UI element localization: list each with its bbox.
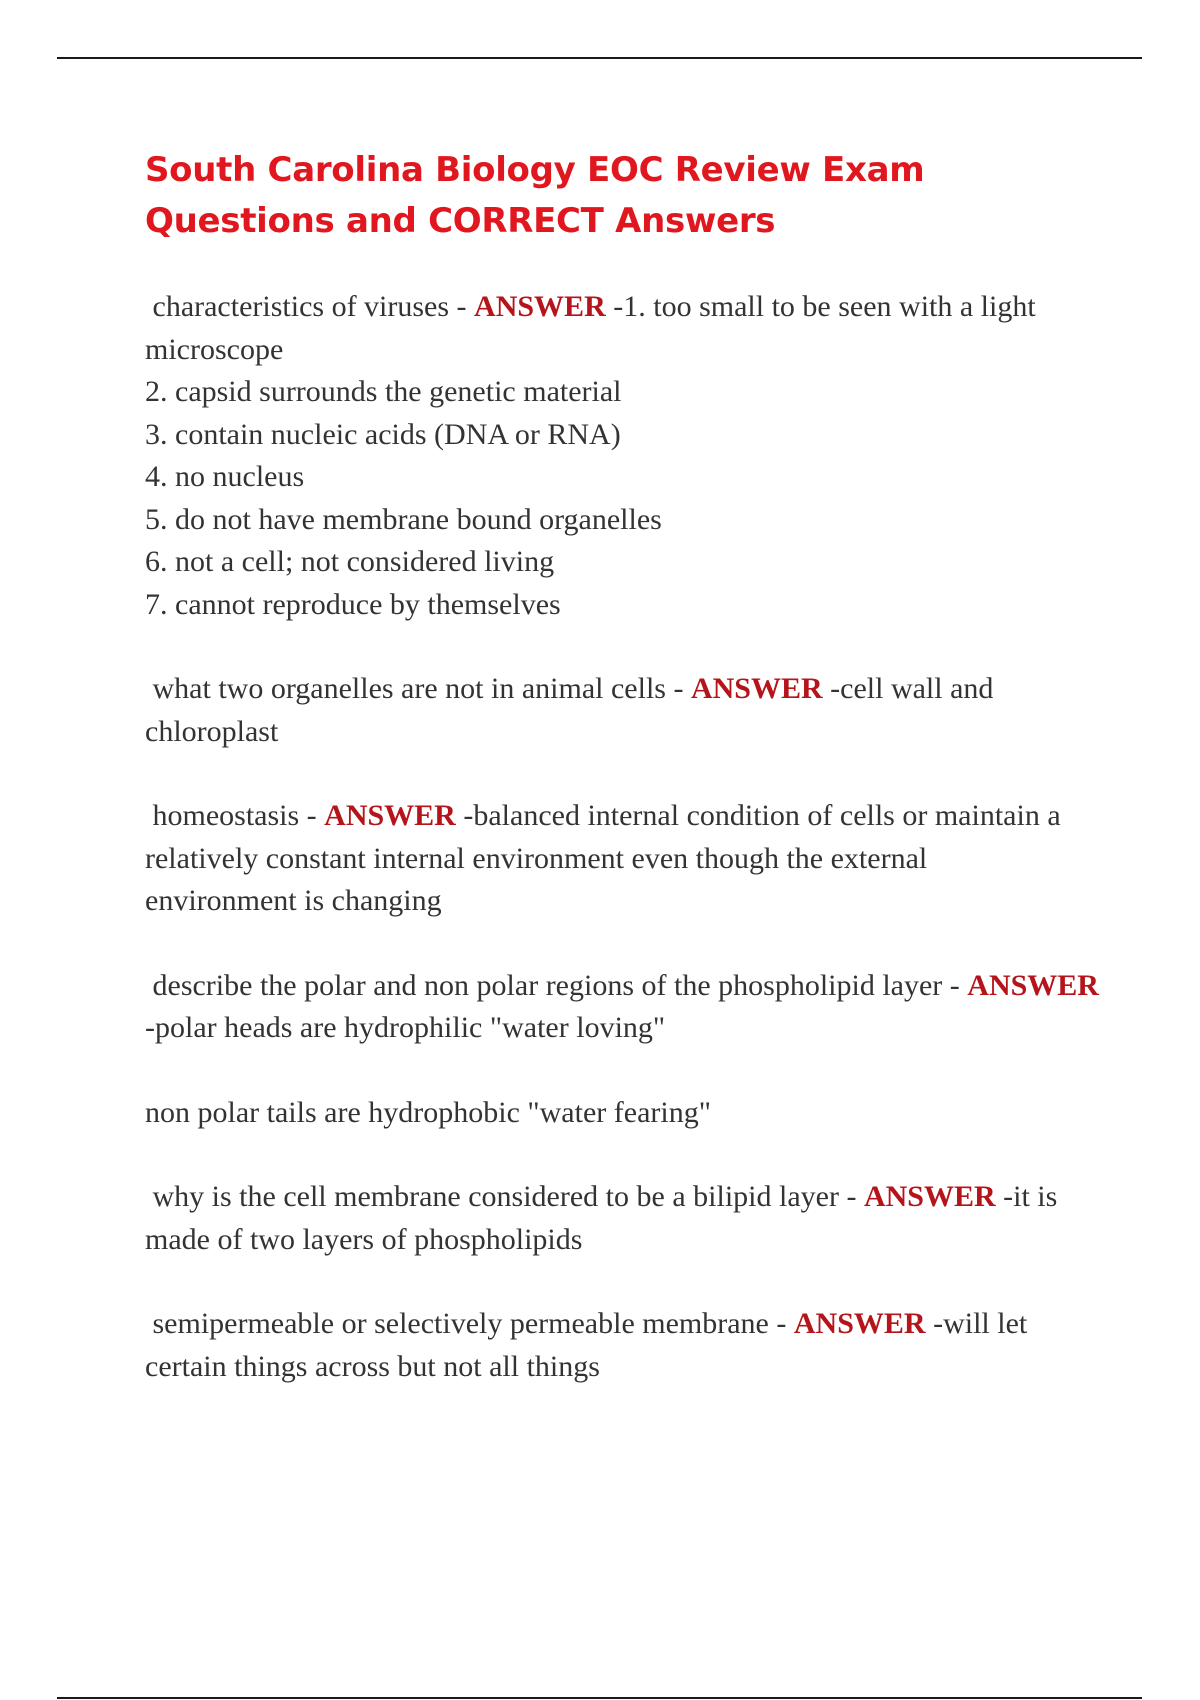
qa-entry-semipermeable [145, 1303, 1085, 1388]
list-item: 7. cannot reproduce by themselves [145, 587, 561, 621]
question-text: semipermeable or selectively permeable membrane - [145, 1307, 794, 1340]
answer-label: ANSWER [690, 672, 823, 705]
question-text: why is the cell membrane considered to be a bilipid layer - [145, 1180, 864, 1213]
qa-entry-phospholipid [145, 965, 1099, 1050]
answer-text: -1. too small to be seen with a light microscope [145, 290, 1036, 366]
answer-text: -will let certain things across but not all things [145, 1307, 1028, 1383]
qa-entry-homeostasis [145, 795, 1085, 923]
list-item: 5. do not have membrane bound organelles [145, 502, 662, 536]
qa-entry-organelles [145, 668, 1085, 753]
document-title: South Carolina Biology EOC Review Exam Questions and CORRECT Answers [145, 150, 925, 241]
question-text: what two organelles are not in animal cells - [145, 672, 691, 705]
answer-continuation: non polar tails are hydrophobic "water fearing" [145, 1095, 711, 1129]
answer-text: -balanced internal condition of cells or maintain a relatively constant internal environment even though the external environment is changing [145, 799, 1061, 917]
question-text: homeostasis - [145, 799, 325, 832]
footer-rule [57, 1697, 1142, 1699]
list-item: 6. not a cell; not considered living [145, 545, 555, 578]
question-text: describe the polar and non polar regions of the phospholipid layer - [145, 968, 968, 1002]
question-text: characteristics of viruses - [145, 290, 475, 323]
answer-text: -cell wall and chloroplast [145, 672, 994, 748]
answer-label: ANSWER [324, 799, 456, 832]
answer-label: ANSWER [967, 968, 1099, 1002]
answer-text: -polar heads are hydrophilic "water loving" [145, 1011, 666, 1044]
answer-text: -it is made of two layers of phospholipids [145, 1180, 1058, 1256]
list-item: 4. no nucleus [145, 460, 305, 493]
list-item: 3. contain nucleic acids (DNA or RNA) [145, 417, 621, 451]
document-body [145, 145, 1099, 1388]
answer-label: ANSWER [793, 1307, 926, 1340]
answer-list [145, 371, 1085, 626]
header-rule [57, 57, 1142, 59]
list-item: 2. capsid surrounds the genetic material [145, 375, 622, 408]
answer-label: ANSWER [474, 290, 606, 323]
answer-label: ANSWER [863, 1180, 996, 1213]
qa-entry-bilipid [145, 1176, 1085, 1261]
qa-entry-viruses [145, 286, 1085, 371]
